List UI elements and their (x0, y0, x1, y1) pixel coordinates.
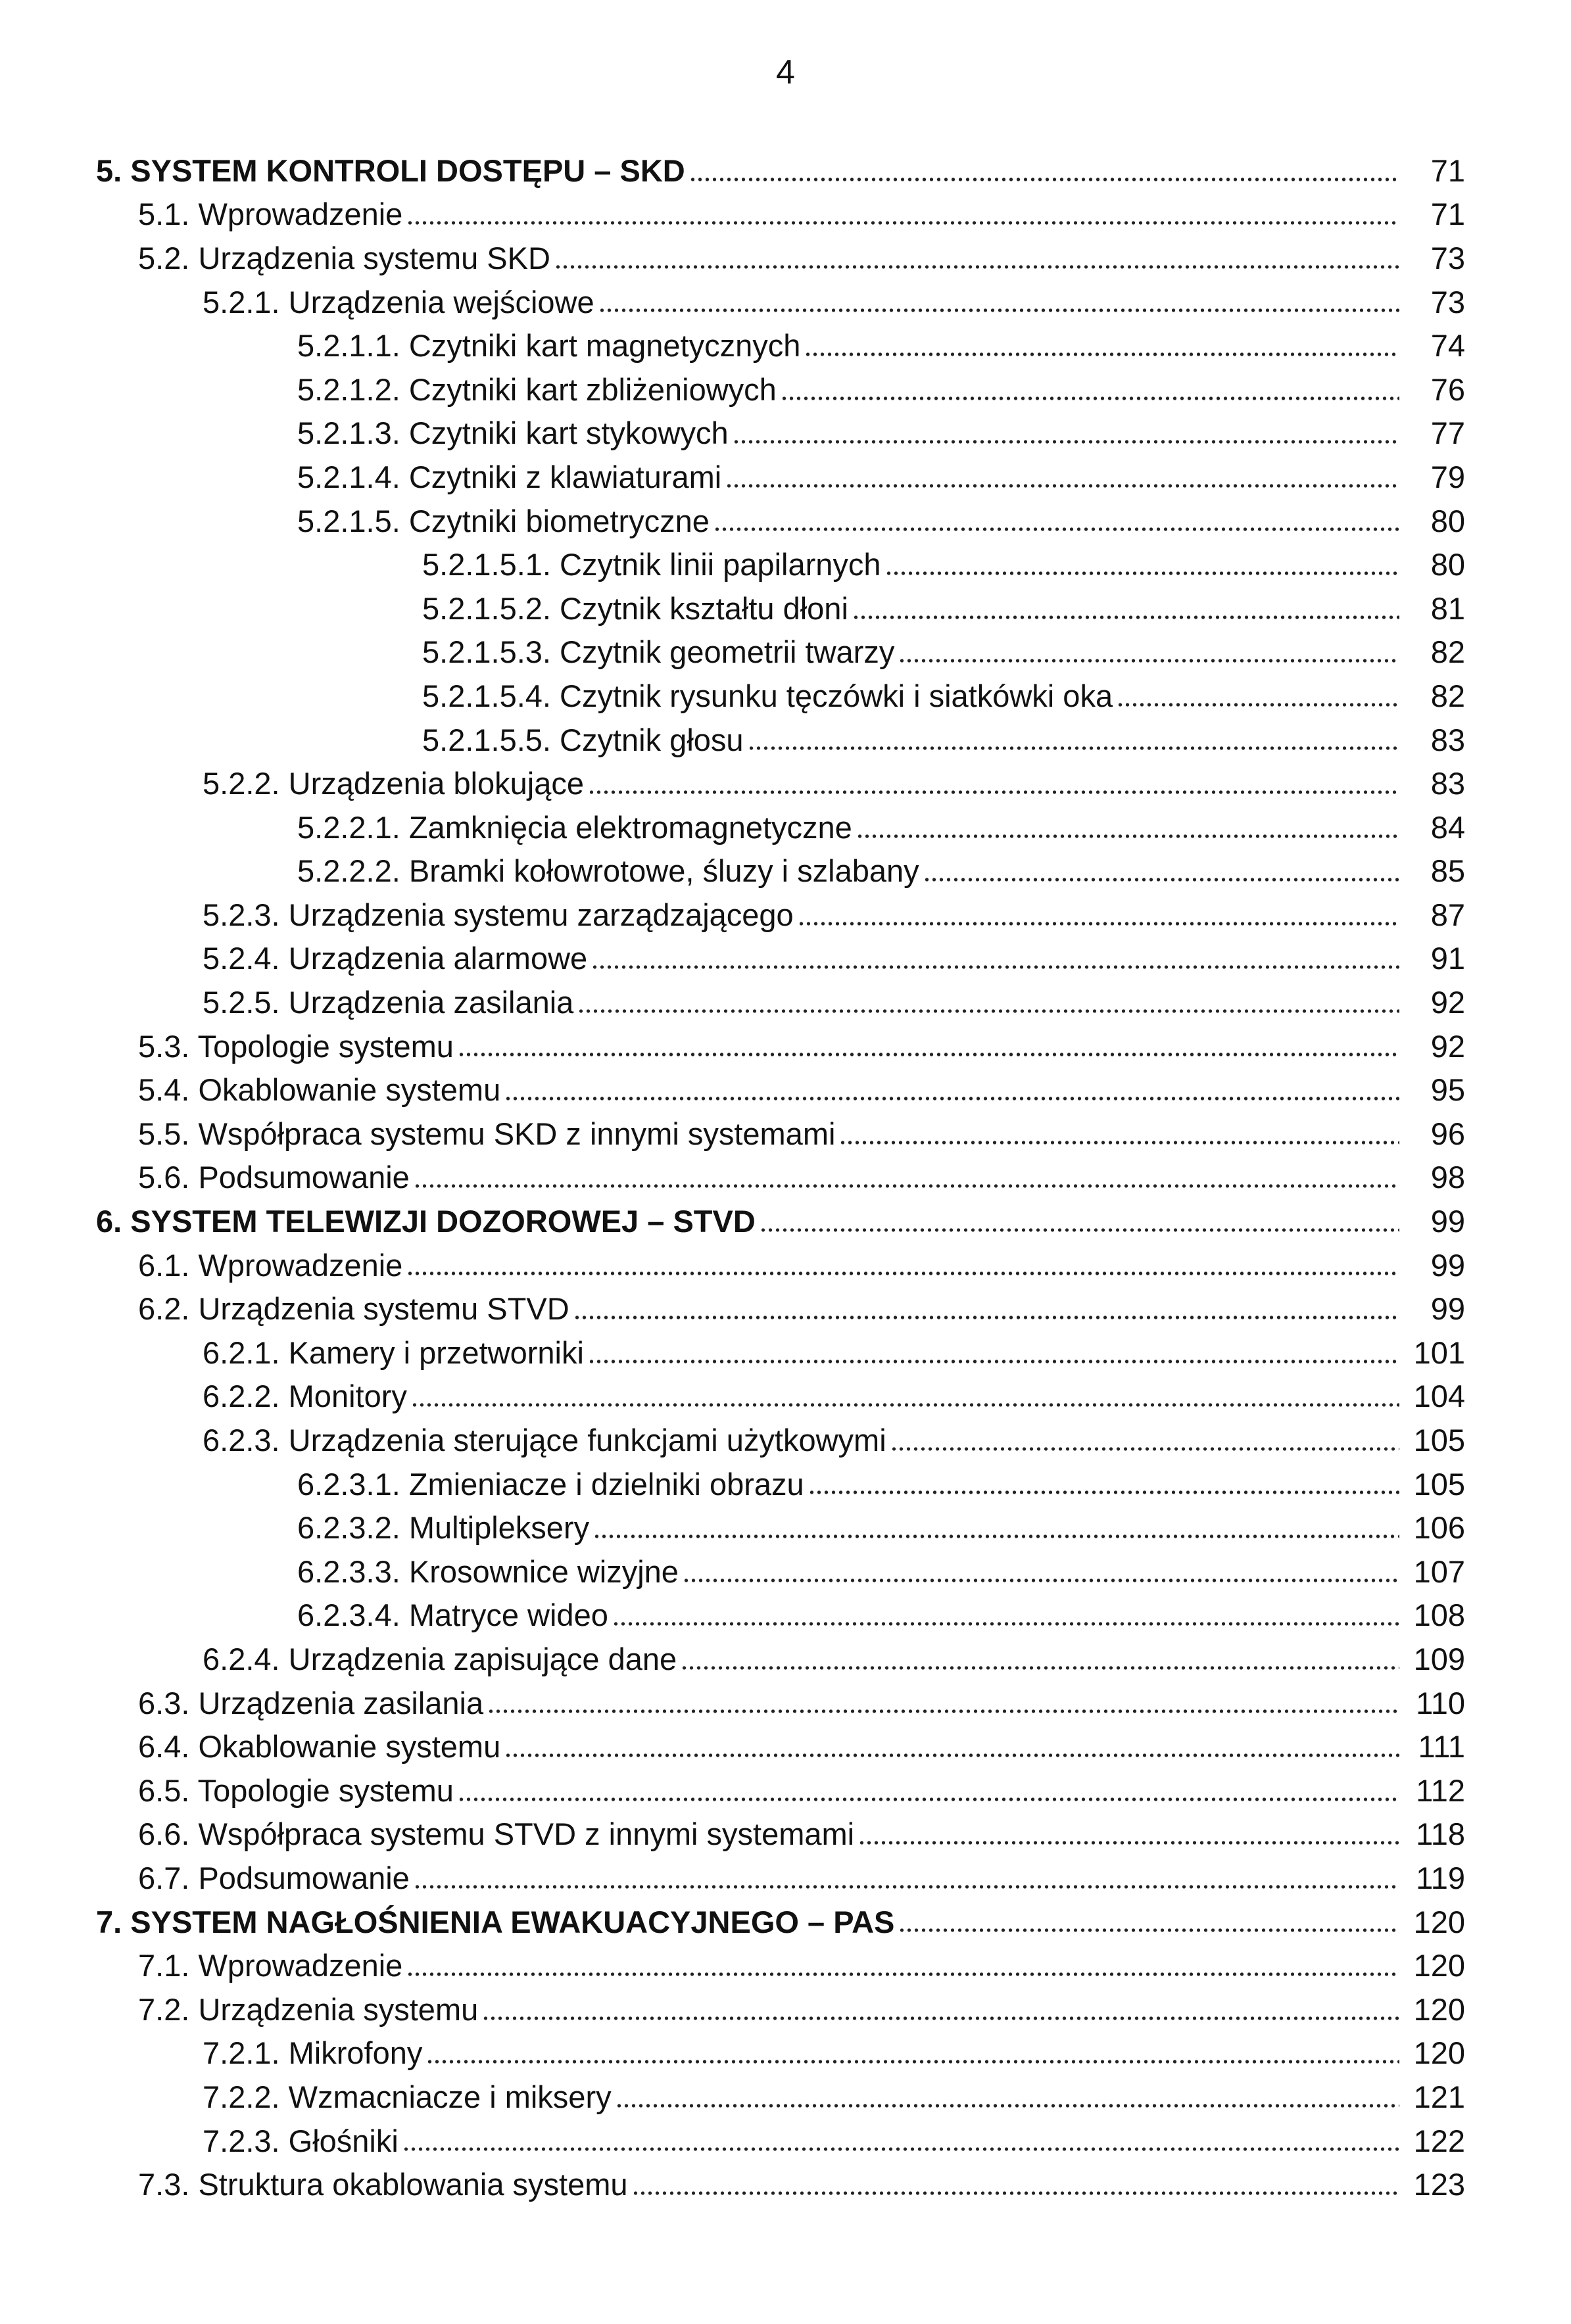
toc-entry-title: 5.2.2.2. Bramki kołowrotowe, śluzy i szlabany (297, 853, 919, 889)
toc-entry (0, 849, 1571, 893)
toc-entry-title: 5.3. Topologie systemu (138, 1028, 454, 1064)
toc-entry-title: 7.3. Struktura okablowania systemu (138, 2167, 628, 2202)
toc-entry (0, 193, 1571, 237)
toc-entry-page-number: 83 (1430, 766, 1465, 801)
toc-entry-page-number: 81 (1430, 590, 1465, 626)
toc-entry-title: 6.7. Podsumowanie (138, 1860, 410, 1895)
toc-entry-title: 6.2.2. Monitory (203, 1379, 407, 1414)
toc-entry-page-number: 109 (1413, 1641, 1465, 1676)
toc-entry (0, 1462, 1571, 1506)
dot-leader (852, 613, 1399, 621)
toc-entry-page-number: 83 (1430, 722, 1465, 757)
toc-entry-page-number: 119 (1416, 1860, 1465, 1895)
toc-entry (0, 980, 1571, 1024)
dot-leader (890, 1445, 1399, 1453)
dot-leader (632, 2189, 1399, 2197)
toc-entry (0, 674, 1571, 718)
toc-entry (0, 630, 1571, 675)
dot-leader (588, 1358, 1399, 1365)
toc-entry-title: 5.2.1.4. Czytniki z klawiaturami (297, 459, 722, 494)
dot-leader (487, 1707, 1399, 1715)
toc-entry (0, 1943, 1571, 1987)
toc-entry (0, 1375, 1571, 1419)
dot-leader (733, 438, 1399, 446)
dot-leader (898, 1926, 1399, 1934)
toc-entry (0, 937, 1571, 981)
toc-entry (0, 1594, 1571, 1638)
toc-entry (0, 805, 1571, 849)
toc-entry-page-number: 112 (1416, 1772, 1465, 1808)
toc-entry (0, 1550, 1571, 1594)
dot-leader (406, 219, 1399, 227)
toc-entry (0, 761, 1571, 805)
dot-leader (725, 482, 1399, 490)
dot-leader (683, 1577, 1399, 1584)
toc-entry (0, 1112, 1571, 1156)
toc-entry-page-number: 99 (1430, 1291, 1465, 1327)
toc-entry-title: 5.2.4. Urządzenia alarmowe (203, 941, 588, 976)
toc-entry-title: 5.1. Wprowadzenie (138, 197, 403, 232)
toc-entry-title: 5.2. Urządzenia systemu SKD (138, 240, 550, 275)
toc-entry-title: 5.4. Okablowanie systemu (138, 1072, 501, 1108)
dot-leader (577, 1007, 1399, 1015)
toc-entry-page-number: 99 (1430, 1204, 1465, 1239)
toc-entry (0, 1199, 1571, 1243)
toc-entry-page-number: 92 (1430, 985, 1465, 1020)
toc-entry-page-number: 118 (1416, 1816, 1465, 1852)
toc-entry-page-number: 82 (1430, 678, 1465, 713)
toc-entry-page-number: 99 (1430, 1247, 1465, 1283)
toc-entry-page-number: 105 (1413, 1423, 1465, 1458)
toc-entry-title: 5.2.2.1. Zamknięcia elektromagnetyczne (297, 809, 852, 845)
dot-leader (406, 1269, 1399, 1277)
toc-entry-title: 6.2.3.3. Krosownice wizyjne (297, 1553, 679, 1589)
dot-leader (923, 876, 1399, 884)
dot-leader (781, 394, 1399, 402)
toc-entry (0, 368, 1571, 412)
dot-leader (458, 1051, 1399, 1058)
toc-entry (0, 499, 1571, 543)
toc-entry-title: 6.2.3. Urządzenia sterujące funkcjami użytkowymi (203, 1423, 886, 1458)
dot-leader (591, 963, 1399, 971)
toc-entry (0, 1418, 1571, 1462)
toc-entry-title: 7.1. Wprowadzenie (138, 1948, 403, 1983)
dot-leader (760, 1226, 1399, 1234)
dot-leader (593, 1532, 1399, 1540)
toc-entry-title: 5.2.3. Urządzenia systemu zarządzającego (203, 897, 794, 932)
toc-entry (0, 1987, 1571, 2031)
dot-leader (798, 920, 1399, 928)
toc-entry (0, 1813, 1571, 1857)
toc-entry-title: 7.2.3. Głośniki (203, 2123, 399, 2158)
toc-entry-page-number: 120 (1413, 1904, 1465, 1939)
dot-leader (856, 832, 1399, 840)
toc-entry (0, 1287, 1571, 1331)
toc-entry-title: 7.2. Urządzenia systemu (138, 1991, 479, 2027)
toc-entry-title: 5.2.1.2. Czytniki kart zbliżeniowych (297, 371, 777, 407)
toc-entry (0, 1156, 1571, 1200)
toc-entry-page-number: 107 (1413, 1553, 1465, 1589)
dot-leader (748, 744, 1399, 752)
toc-entry-title: 7.2.1. Mikrofony (203, 2035, 423, 2071)
toc-entry-title: 6.6. Współpraca systemu STVD z innymi systemami (138, 1816, 855, 1852)
toc-entry-title: 6.2.3.4. Matryce wideo (297, 1598, 608, 1633)
toc-entry-page-number: 73 (1430, 240, 1465, 275)
toc-entry-page-number: 123 (1413, 2167, 1465, 2202)
dot-leader (713, 525, 1399, 533)
dot-leader (804, 350, 1399, 358)
dot-leader (808, 1488, 1399, 1496)
dot-leader (588, 788, 1399, 796)
toc-entry-title: 5. SYSTEM KONTROLI DOSTĘPU – SKD (96, 153, 685, 188)
dot-leader (612, 1620, 1399, 1628)
dot-leader (458, 1795, 1399, 1803)
toc-entry-title: 5.2.1.5.5. Czytnik głosu (422, 722, 744, 757)
toc-entry-title: 5.2.1. Urządzenia wejściowe (203, 284, 594, 320)
toc-entry-page-number: 71 (1430, 197, 1465, 232)
toc-entry-title: 5.2.1.3. Czytniki kart stykowych (297, 415, 729, 451)
dot-leader (402, 2145, 1399, 2153)
toc-entry (0, 2119, 1571, 2163)
toc-entry (0, 236, 1571, 280)
page-number: 4 (776, 53, 795, 91)
toc-entry-page-number: 92 (1430, 1028, 1465, 1064)
toc-entry (0, 1724, 1571, 1768)
toc-entry-page-number: 76 (1430, 371, 1465, 407)
toc-entry (0, 149, 1571, 193)
toc-entry-page-number: 91 (1430, 941, 1465, 976)
toc-entry-page-number: 110 (1416, 1685, 1465, 1720)
toc-entry-title: 6.5. Topologie systemu (138, 1772, 454, 1808)
toc-entry (0, 2031, 1571, 2075)
table-of-contents (0, 149, 1571, 2206)
toc-entry-page-number: 79 (1430, 459, 1465, 494)
toc-entry-title: 5.2.1.5.3. Czytnik geometrii twarzy (422, 634, 895, 670)
dot-leader (689, 176, 1399, 183)
dot-leader (858, 1839, 1399, 1847)
toc-entry-page-number: 87 (1430, 897, 1465, 932)
toc-entry-title: 6.2.1. Kamery i przetworniki (203, 1335, 584, 1370)
toc-entry-title: 5.2.5. Urządzenia zasilania (203, 985, 574, 1020)
toc-entry-title: 6.2. Urządzenia systemu STVD (138, 1291, 569, 1327)
dot-leader (406, 1970, 1399, 1978)
dot-leader (414, 1883, 1399, 1891)
dot-leader (426, 2058, 1399, 2066)
dot-leader (414, 1182, 1399, 1190)
dot-leader (681, 1664, 1399, 1672)
toc-entry-page-number: 85 (1430, 853, 1465, 889)
toc-entry (0, 1856, 1571, 1900)
dot-leader (885, 569, 1399, 577)
dot-leader (504, 1095, 1399, 1103)
toc-entry (0, 1331, 1571, 1375)
toc-entry (0, 1768, 1571, 1813)
toc-entry-page-number: 80 (1430, 503, 1465, 538)
toc-entry (0, 280, 1571, 324)
toc-entry-title: 5.2.1.5. Czytniki biometryczne (297, 503, 710, 538)
toc-entry (0, 2162, 1571, 2206)
toc-entry-page-number: 104 (1413, 1379, 1465, 1414)
dot-leader (839, 1139, 1399, 1147)
toc-entry-page-number: 106 (1413, 1510, 1465, 1546)
toc-entry-page-number: 101 (1413, 1335, 1465, 1370)
toc-entry (0, 455, 1571, 499)
toc-entry-page-number: 121 (1413, 2079, 1465, 2114)
toc-entry (0, 2075, 1571, 2119)
dot-leader (482, 2014, 1399, 2022)
dot-leader (898, 657, 1399, 665)
toc-entry-page-number: 96 (1430, 1116, 1465, 1151)
toc-entry-title: 5.2.1.5.1. Czytnik linii papilarnych (422, 547, 881, 582)
toc-entry-page-number: 111 (1418, 1729, 1465, 1765)
toc-entry-title: 6.2.3.2. Multipleksery (297, 1510, 590, 1546)
dot-leader (1117, 701, 1399, 709)
toc-entry-title: 6. SYSTEM TELEWIZJI DOZOROWEJ – STVD (96, 1204, 756, 1239)
toc-entry-title: 5.6. Podsumowanie (138, 1160, 410, 1195)
toc-entry (0, 1506, 1571, 1550)
toc-entry (0, 1024, 1571, 1068)
toc-entry-title: 7. SYSTEM NAGŁOŚNIENIA EWAKUACYJNEGO – PAS (96, 1904, 895, 1939)
toc-entry (0, 1068, 1571, 1112)
toc-entry-title: 5.2.2. Urządzenia blokujące (203, 766, 585, 801)
toc-entry-title: 5.2.1.1. Czytniki kart magnetycznych (297, 328, 801, 364)
toc-entry-page-number: 108 (1413, 1598, 1465, 1633)
dot-leader (411, 1401, 1399, 1409)
toc-entry (0, 1637, 1571, 1681)
dot-leader (598, 306, 1399, 314)
toc-entry (0, 586, 1571, 630)
toc-entry (0, 1243, 1571, 1287)
toc-entry-page-number: 71 (1430, 153, 1465, 188)
toc-entry (0, 412, 1571, 456)
toc-entry-page-number: 73 (1430, 284, 1465, 320)
toc-entry-title: 6.1. Wprowadzenie (138, 1247, 403, 1283)
toc-entry-page-number: 120 (1413, 1948, 1465, 1983)
toc-entry (0, 1900, 1571, 1944)
dot-leader (616, 2102, 1399, 2110)
toc-entry-title: 6.2.4. Urządzenia zapisujące dane (203, 1641, 677, 1676)
toc-entry-page-number: 80 (1430, 547, 1465, 582)
toc-entry (0, 542, 1571, 586)
toc-entry-page-number: 98 (1430, 1160, 1465, 1195)
toc-entry (0, 893, 1571, 937)
toc-entry-title: 5.2.1.5.4. Czytnik rysunku tęczówki i siatkówki oka (422, 678, 1113, 713)
toc-entry (0, 718, 1571, 762)
toc-entry-title: 5.2.1.5.2. Czytnik kształtu dłoni (422, 590, 848, 626)
dot-leader (573, 1314, 1399, 1321)
toc-entry-title: 6.4. Okablowanie systemu (138, 1729, 501, 1765)
toc-entry-page-number: 84 (1430, 809, 1465, 845)
toc-entry-title: 6.2.3.1. Zmieniacze i dzielniki obrazu (297, 1466, 804, 1502)
toc-entry-title: 7.2.2. Wzmacniacze i miksery (203, 2079, 612, 2114)
toc-entry-title: 5.5. Współpraca systemu SKD z innymi systemami (138, 1116, 836, 1151)
toc-entry-page-number: 82 (1430, 634, 1465, 670)
toc-entry-page-number: 122 (1413, 2123, 1465, 2158)
toc-entry-page-number: 95 (1430, 1072, 1465, 1108)
dot-leader (504, 1751, 1399, 1759)
toc-entry-page-number: 120 (1413, 2035, 1465, 2071)
toc-entry (0, 1681, 1571, 1725)
toc-entry-page-number: 105 (1413, 1466, 1465, 1502)
toc-entry (0, 323, 1571, 368)
toc-entry-page-number: 77 (1430, 415, 1465, 451)
toc-entry-page-number: 74 (1430, 328, 1465, 364)
toc-entry-page-number: 120 (1413, 1991, 1465, 2027)
toc-entry-title: 6.3. Urządzenia zasilania (138, 1685, 484, 1720)
dot-leader (554, 263, 1399, 271)
